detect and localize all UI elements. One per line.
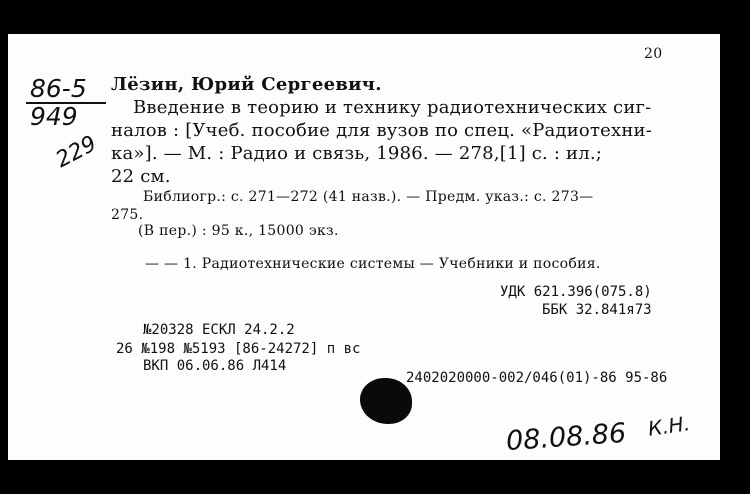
udk-index: УДК 621.396(075.8) <box>500 284 652 300</box>
catalog-line: 26 №198 №5193 [86-24272] п вс <box>116 341 361 357</box>
bibliography-line: Библиогр.: с. 271—272 (41 назв.). — Предм. указ.: с. 273— <box>143 189 594 205</box>
margin-scribble: 229 <box>52 131 101 174</box>
ink-blot <box>360 378 412 424</box>
handwritten-initials: К.Н. <box>646 411 692 441</box>
handwritten-date: 08.08.86 <box>505 417 628 458</box>
title-line: 22 см. <box>111 166 171 187</box>
title-line: ка»]. — М. : Радио и связь, 1986. — 278,[1] с. : ил.; <box>111 143 603 164</box>
subject-heading: — — 1. Радиотехнические системы — Учебники и пособия. <box>145 256 601 272</box>
author-heading: Лёзин, Юрий Сергеевич. <box>111 74 382 95</box>
corner-mark: 20 <box>644 46 663 62</box>
bibliography-line: 275. <box>111 207 144 223</box>
catalog-line: ВКП 06.06.86 Л414 <box>143 358 287 374</box>
catalog-code: 2402020000-002/046(01)-86 95-86 <box>406 370 668 386</box>
call-number-top: 86-5 <box>30 74 87 103</box>
catalog-line: №20328 ЕСКЛ 24.2.2 <box>143 322 295 338</box>
catalog-card <box>8 34 720 460</box>
title-line: Введение в теорию и технику радиотехнических сиг- <box>133 97 652 118</box>
title-line: налов : [Учеб. пособие для вузов по спец. «Радиотехни- <box>111 120 653 141</box>
bbk-index: ББК 32.841я73 <box>542 302 652 318</box>
binding-price: (В пер.) : 95 к., 15000 экз. <box>138 223 339 239</box>
call-number-bottom: 949 <box>30 102 78 131</box>
